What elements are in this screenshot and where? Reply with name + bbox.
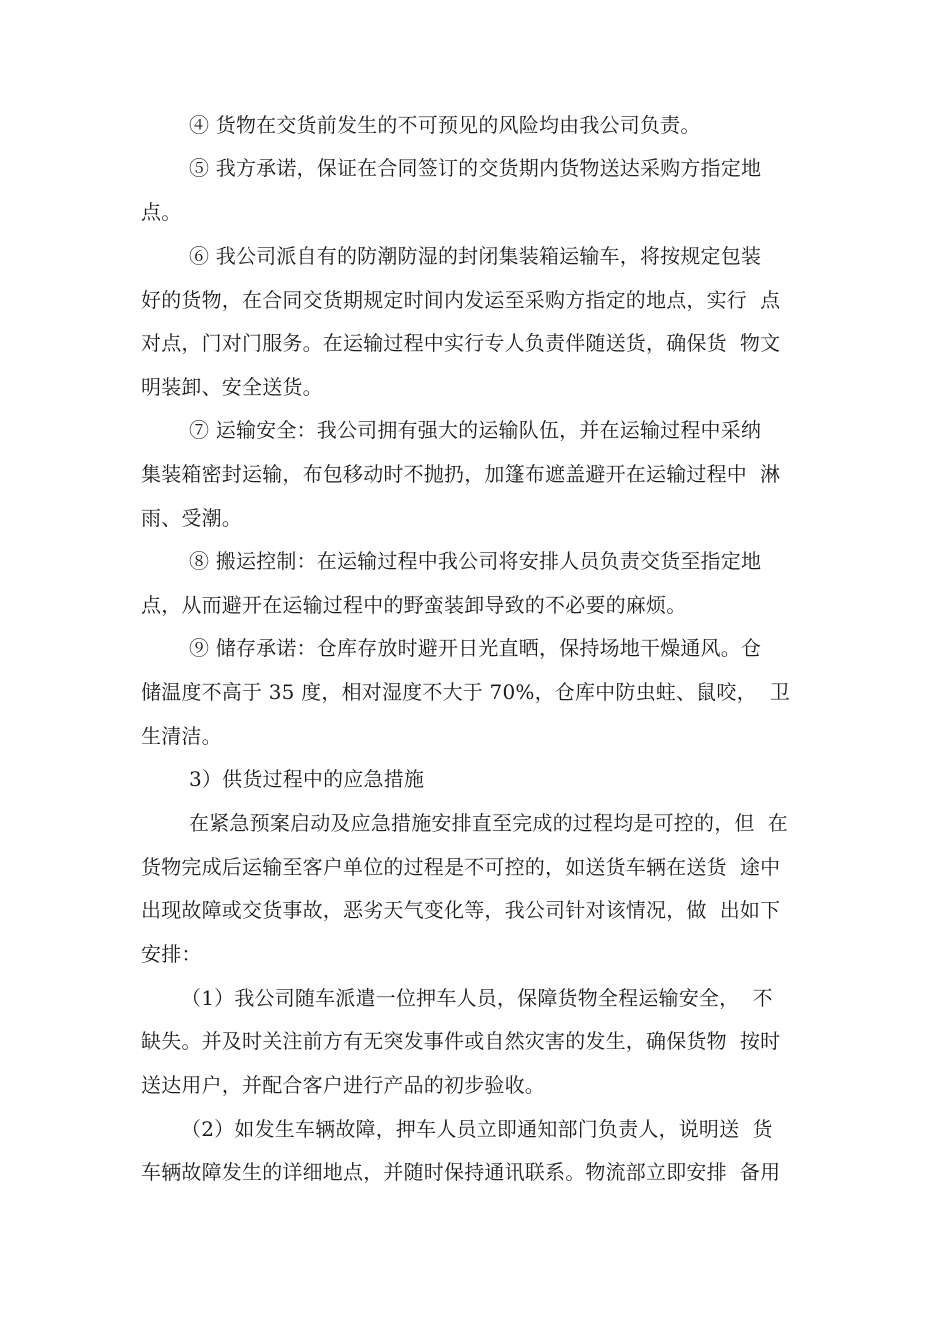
text-line: ⑦ 运输安全：我公司拥有强大的运输队伍，并在运输过程中采纳 — [189, 418, 762, 442]
text-line: 安排： — [141, 942, 202, 966]
section-heading: 3）供货过程中的应急措施 — [189, 767, 425, 791]
text-line: 出现故障或交货事故，恶劣天气变化等，我公司针对该情况，做 出如下 — [141, 898, 781, 922]
text-line: ⑤ 我方承诺，保证在合同签订的交货期内货物送达采购方指定地 — [189, 156, 762, 180]
text-line: 缺失。并及时关注前方有无突发事件或自然灾害的发生，确保货物 按时 — [141, 1029, 781, 1053]
text-line: 点。 — [141, 200, 182, 224]
text-line: （1）我公司随车派遣一位押车人员，保障货物全程运输安全， 不 — [181, 986, 773, 1010]
text-line: 雨、受潮。 — [141, 506, 242, 530]
text-line: ⑥ 我公司派自有的防潮防湿的封闭集装箱运输车，将按规定包装 — [189, 244, 762, 268]
text-line: 在紧急预案启动及应急措施安排直至完成的过程均是可控的，但 在 — [189, 811, 788, 835]
text-line: 好的货物，在合同交货期规定时间内发运至采购方指定的地点，实行 点 — [141, 288, 781, 312]
text-line: （2）如发生车辆故障，押车人员立即通知部门负责人，说明送 货 — [181, 1117, 773, 1141]
text-line: 货物完成后运输至客户单位的过程是不可控的，如送货车辆在送货 途中 — [141, 855, 781, 879]
text-line: 生清洁。 — [141, 724, 222, 748]
text-line: ⑨ 储存承诺：仓库存放时避开日光直晒，保持场地干燥通风。仓 — [189, 636, 762, 660]
text-line: 集装箱密封运输，布包移动时不抛扔，加篷布遮盖避开在运输过程中 淋 — [141, 462, 781, 486]
text-line: ⑧ 搬运控制：在运输过程中我公司将安排人员负责交货至指定地 — [189, 549, 762, 573]
text-line: ④ 货物在交货前发生的不可预见的风险均由我公司负责。 — [189, 113, 701, 137]
text-line: 明装卸、安全送货。 — [141, 375, 323, 399]
text-line: 送达用户，并配合客户进行产品的初步验收。 — [141, 1073, 545, 1097]
text-line: 对点，门对门服务。在运输过程中实行专人负责伴随送货，确保货 物文 — [141, 331, 781, 355]
text-line: 点，从而避开在运输过程中的野蛮装卸导致的不必要的麻烦。 — [141, 593, 687, 617]
text-line: 车辆故障发生的详细地点，并随时保持通讯联系。物流部立即安排 备用 — [141, 1160, 781, 1184]
text-line: 储温度不高于 35 度，相对湿度不大于 70%，仓库中防虫蛀、鼠咬， 卫 — [141, 680, 791, 704]
